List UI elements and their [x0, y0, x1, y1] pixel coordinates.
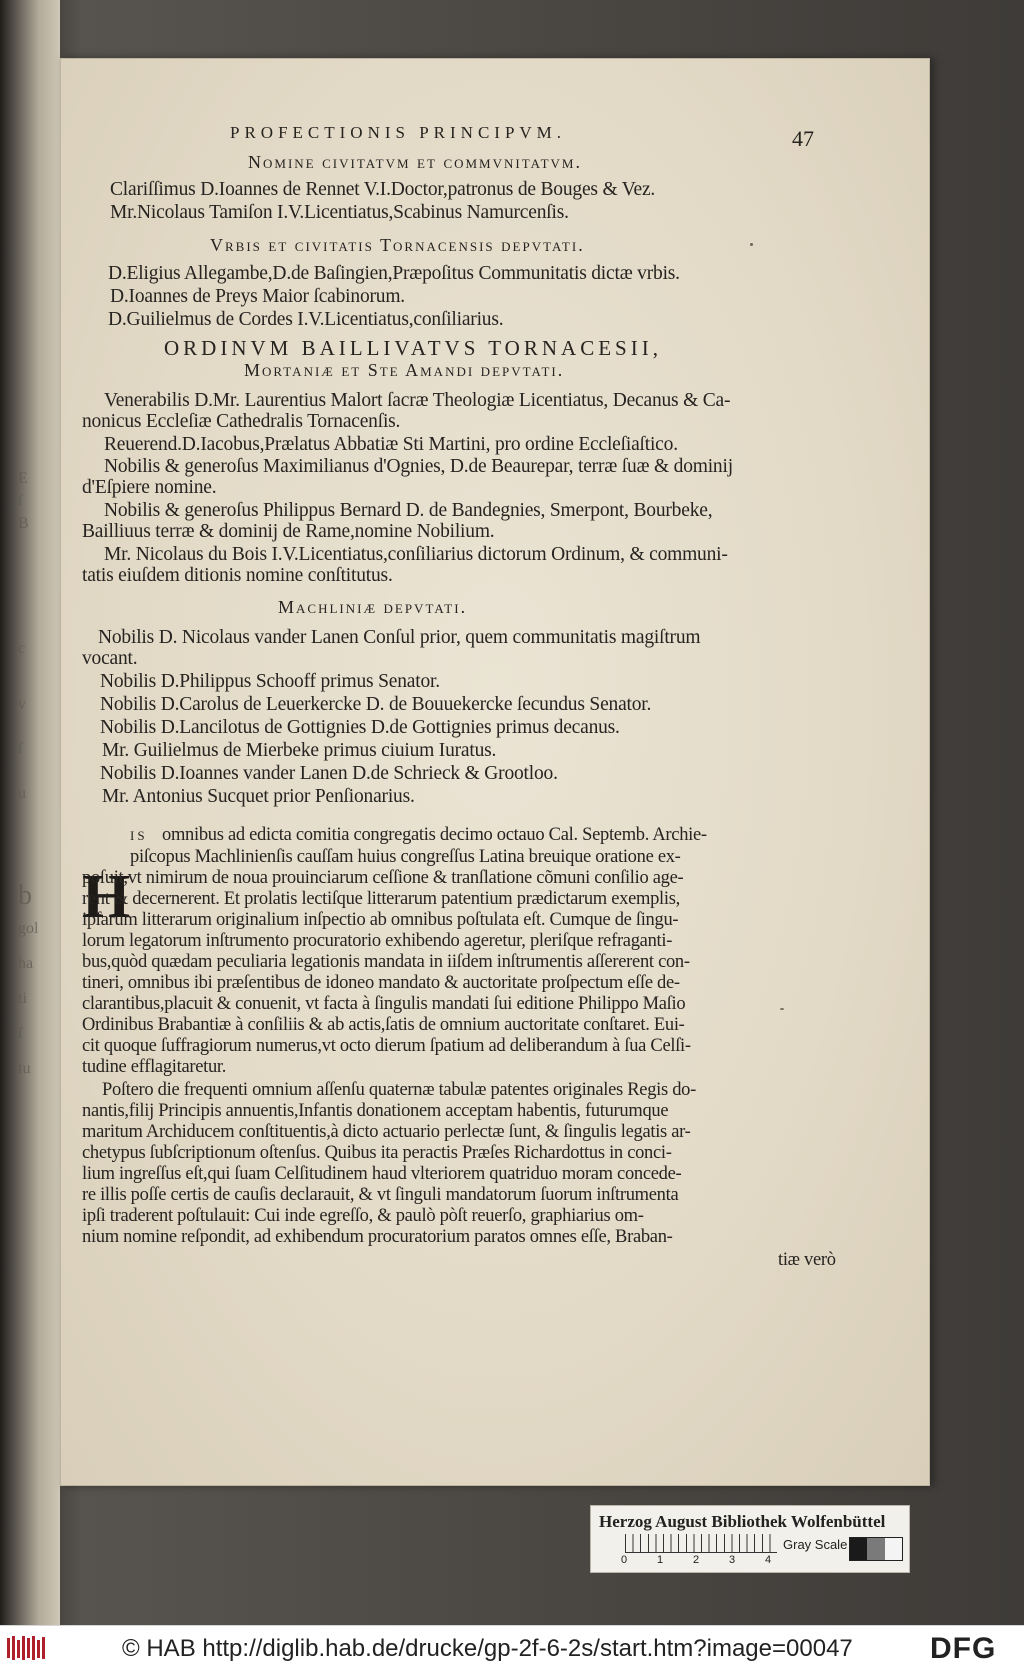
section-subheading: Mortaniæ et Ste Amandi depvtati. [244, 360, 565, 380]
library-name: Herzog August Bibliothek Wolfenbüttel [599, 1512, 886, 1531]
ghost-text: v [18, 696, 26, 713]
text-line: Nobilis D.Philippus Schooff primus Senator. [100, 671, 440, 692]
text-line: tudine efflagitaretur. [82, 1057, 227, 1077]
text-line: ipſi traderent poſtulauit: Cui inde egreſſo, & paulò pòſt reuerſo, graphiarius om- [82, 1206, 644, 1226]
drop-cap: H [82, 863, 131, 931]
text-line: Clariſſimus D.Ioannes de Rennet V.I.Doctor,patronus de Bouges & Vez. [110, 179, 656, 200]
ruler-number: 3 [729, 1554, 736, 1566]
text-line: maritum Archiducem conſtituentis,à dicto actuario perlectæ ſunt, & ſingulis legatis ar- [82, 1122, 691, 1142]
drop-cap-continuation: is [130, 825, 148, 845]
text-line: poſuit,vt nimirum de noua prouinciarum ceſſione & tranſlatione cõmuni conſilio age- [82, 868, 684, 888]
gray-scale-swatch [849, 1537, 903, 1561]
section-heading: ORDINVM BAILLIVATVS TORNACESII, [164, 336, 662, 360]
section-heading: Vrbis et civitatis Tornacensis depvtati. [210, 235, 585, 255]
ghost-text: c [18, 640, 26, 657]
color-scale-card [590, 1505, 910, 1573]
text-line: Mr. Nicolaus du Bois I.V.Licentiatus,conſiliarius dictorum Ordinum, & communi- [104, 544, 728, 565]
text-line: Nobilis & generoſus Maximilianus d'Ognies, D.de Beaurepar, terræ ſuæ & dominij [104, 456, 733, 477]
text-line: bus,quòd quædam peculiaria legationis mandata in iiſdem inſtrumentis aſſererent con- [82, 952, 690, 972]
ruler-number: 0 [621, 1554, 628, 1566]
text-line: lium ingreſſus eſt,qui ſuam Celſitudinem haud vlteriorem quatriduo moram concede- [82, 1164, 682, 1184]
ghost-text: tu [18, 1060, 31, 1077]
ink-speck [750, 243, 753, 246]
ruler-number: 4 [765, 1554, 772, 1566]
text-line: Ordinibus Brabantiæ à conſiliis & ab actis,ſatis de omnium auctoritate conſtaret. Eui- [82, 1015, 685, 1035]
running-title: PROFECTIONIS PRINCIPVM. [230, 123, 567, 142]
text-line: tineri, omnibus ibi præſentibus de idoneo mandato & auctoritate proſpectum eſſe de- [82, 973, 680, 993]
ghost-text: ti [18, 990, 27, 1007]
text-line: rent & decernerent. Et prolatis lectiſque litterarum patentium prædictarum exemplis, [82, 889, 680, 909]
section-heading: Machliniæ depvtati. [278, 597, 468, 617]
text-line: Reuerend.D.Iacobus,Prælatus Abbatiæ Sti Martini, pro ordine Eccleſiaſtico. [104, 434, 678, 455]
ghost-text: B [18, 515, 29, 532]
ghost-text: ſ [18, 740, 23, 757]
copyright-link[interactable]: © HAB http://diglib.hab.de/drucke/gp-2f-6-2s/start.htm?image=00047 [122, 1635, 853, 1662]
text-line: nantis,filij Principis annuentis,Infantis donationem acceptam habentis, futurumque [82, 1101, 669, 1121]
text-line: Bailliuus terræ & dominij de Rame,nomine Nobilium. [82, 521, 495, 542]
facing-page-edge [0, 0, 60, 1625]
text-line: lorum legatorum inſtrumento procuratorio exhibendo ageretur, pleriſque refraganti- [82, 931, 673, 951]
book-page [60, 58, 930, 1486]
text-line: vocant. [82, 648, 138, 669]
text-line: D.Guilielmus de Cordes I.V.Licentiatus,conſiliarius. [108, 309, 504, 330]
section-heading: Nomine civitatvm et commvnitatvm. [248, 152, 582, 172]
ink-speck [780, 1008, 784, 1010]
ruler-number: 2 [693, 1554, 700, 1566]
text-line: Nobilis D.Ioannes vander Lanen D.de Schrieck & Grootloo. [100, 763, 558, 784]
text-line: Nobilis & generoſus Philippus Bernard D. de Bandegnies, Smerpont, Bourbeke, [104, 500, 713, 521]
ghost-text: ha [18, 955, 34, 972]
text-line: omnibus ad edicta comitia congregatis decimo octauo Cal. Septemb. Archie- [162, 825, 707, 845]
ghost-text: gol [18, 920, 39, 937]
text-line: Nobilis D.Lancilotus de Gottignies D.de Gottignies primus decanus. [100, 717, 620, 738]
ghost-text: ſ [18, 1025, 23, 1042]
text-line: re illis poſſe certis de cauſis declarauit, & vt ſinguli mandatorum ſuorum inſtrumenta [82, 1185, 679, 1205]
text-line: nonicus Eccleſiæ Cathedralis Tornacenſis. [82, 411, 401, 432]
catchword: tiæ verò [778, 1250, 836, 1270]
text-line: Mr. Guilielmus de Mierbeke primus ciuium Iuratus. [102, 740, 497, 761]
hab-logo-icon [6, 1634, 48, 1662]
text-line: Mr. Antonius Sucquet prior Penſionarius. [102, 786, 415, 807]
text-line: nium nomine reſpondit, ad exhibendum procuratorium paratos omnes eſſe, Braban- [82, 1227, 673, 1247]
ruler-number: 1 [657, 1554, 664, 1566]
text-line: chetypus ſubſcriptionum oſtenſus. Quibus ita peractis Præſes Richardottus in conci- [82, 1143, 672, 1163]
text-line: Poſtero die frequenti omnium aſſenſu quaternæ tabulæ patentes originales Regis do- [102, 1080, 696, 1100]
text-line: D.Eligius Allegambe,D.de Baſingien,Præpoſitus Communitatis dictæ vrbis. [108, 263, 680, 284]
gray-scale-label: Gray Scale [783, 1537, 848, 1552]
text-line: Mr.Nicolaus Tamiſon I.V.Licentiatus,Scabinus Namurcenſis. [110, 202, 569, 223]
text-line: Nobilis D. Nicolaus vander Lanen Conſul prior, quem communitatis magiſtrum [98, 627, 701, 648]
ruler [625, 1534, 777, 1553]
ghost-text: u [18, 785, 26, 802]
ghost-text: b [18, 880, 32, 911]
text-line: cit quoque ſuffragiorum numerus,vt octo dierum ſpatium ad deliberandum à ſua Celſi- [82, 1036, 691, 1056]
text-line: Nobilis D.Carolus de Leuerkercke D. de Bouuekercke ſecundus Senator. [100, 694, 652, 715]
text-line: clarantibus,placuit & conuenit, vt facta à ſingulis mandati ſui editione Philippo Maſio [82, 994, 686, 1014]
text-line: d'Eſpiere nomine. [82, 477, 217, 498]
text-line: piſcopus Machlinienſis cauſſam huius congreſſus Latina breuique oratione ex- [130, 847, 681, 867]
footer-bar [0, 1625, 1024, 1670]
dfg-logo: DFG [930, 1632, 997, 1665]
ghost-text: ſ [18, 492, 23, 509]
text-line: ipſarum litterarum originalium inſpectio ab omnibus poſtulata eſt. Cumque de ſingu- [82, 910, 679, 930]
text-line: Venerabilis D.Mr. Laurentius Malort ſacræ Theologiæ Licentiatus, Decanus & Ca- [104, 390, 731, 411]
text-line: tatis eiuſdem ditionis nomine conſtitutus. [82, 565, 393, 586]
text-line: D.Ioannes de Preys Maior ſcabinorum. [110, 286, 405, 307]
ghost-text: E [18, 470, 28, 487]
page-number: 47 [792, 126, 814, 151]
